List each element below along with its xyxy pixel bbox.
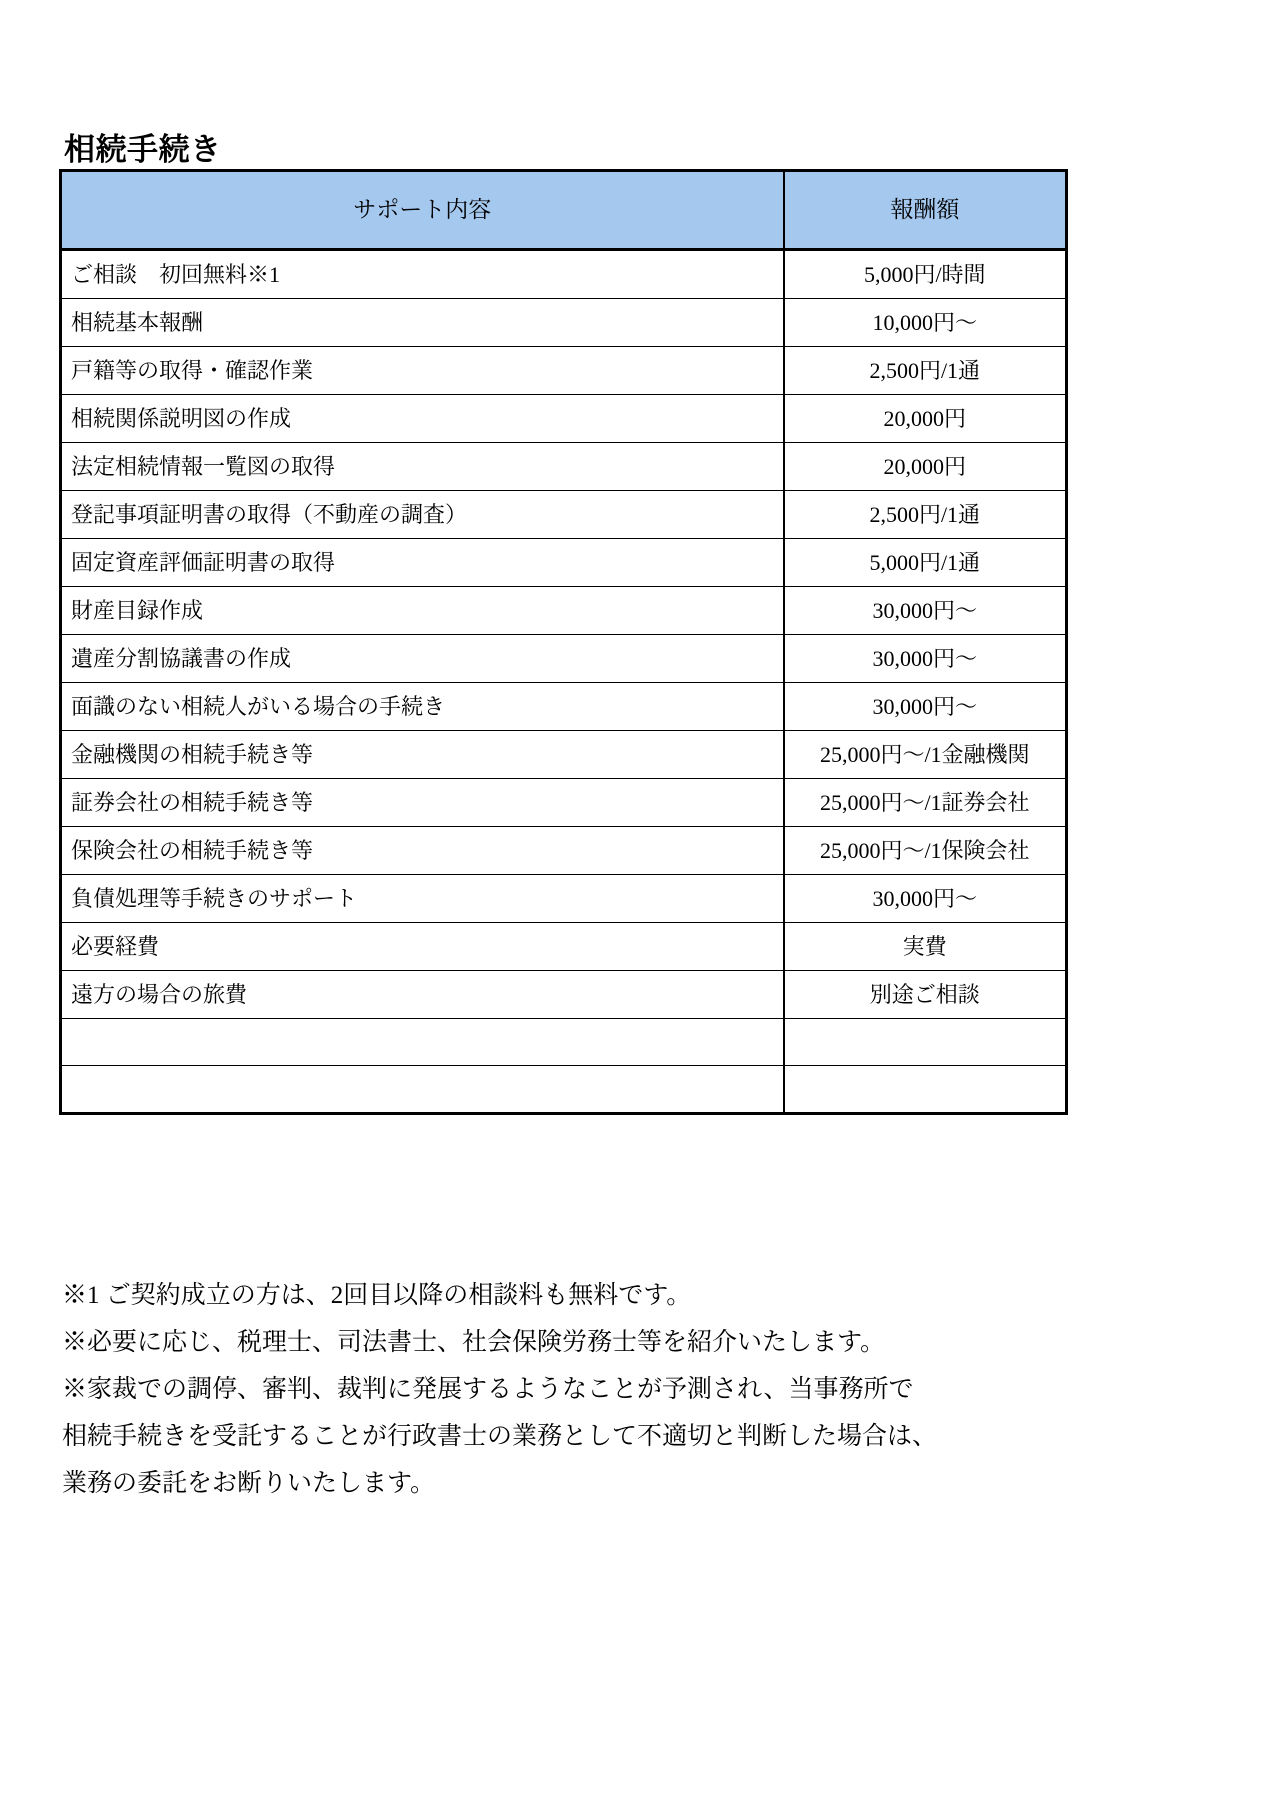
cell-fee: 2,500円/1通 bbox=[784, 491, 1067, 539]
table-row bbox=[61, 635, 1067, 683]
table-row bbox=[61, 250, 1067, 299]
fee-schedule-table bbox=[59, 169, 1068, 1115]
note-line: ※必要に応じ、税理士、司法書士、社会保険労務士等を紹介いたします。 bbox=[62, 1329, 886, 1356]
cell-fee: 2,500円/1通 bbox=[784, 347, 1067, 395]
cell-fee: 実費 bbox=[784, 923, 1067, 971]
table-header-row bbox=[61, 171, 1067, 250]
cell-service: 法定相続情報一覧図の取得 bbox=[61, 443, 784, 491]
cell-service: 相続関係説明図の作成 bbox=[61, 395, 784, 443]
cell-fee: 別途ご相談 bbox=[784, 971, 1067, 1019]
notes-section bbox=[62, 1272, 1212, 1507]
table-row bbox=[61, 443, 1067, 491]
table-row bbox=[61, 299, 1067, 347]
table-row bbox=[61, 923, 1067, 971]
note-line: 業務の委託をお断りいたします。 bbox=[62, 1470, 436, 1497]
page-title: 相続手続き bbox=[64, 131, 222, 167]
cell-fee: 5,000円/1通 bbox=[784, 539, 1067, 587]
note-line: ※家裁での調停、審判、裁判に発展するようなことが予測され、当事務所で bbox=[62, 1376, 914, 1403]
cell-service: 財産目録作成 bbox=[61, 587, 784, 635]
table-row bbox=[61, 539, 1067, 587]
cell-service: 証券会社の相続手続き等 bbox=[61, 779, 784, 827]
cell-service: 遠方の場合の旅費 bbox=[61, 971, 784, 1019]
cell-service: 保険会社の相続手続き等 bbox=[61, 827, 784, 875]
table-row bbox=[61, 875, 1067, 923]
cell-fee: 25,000円～/1証券会社 bbox=[784, 779, 1067, 827]
cell-fee bbox=[784, 1019, 1067, 1066]
cell-service: 金融機関の相続手続き等 bbox=[61, 731, 784, 779]
table-row bbox=[61, 491, 1067, 539]
cell-fee: 30,000円～ bbox=[784, 635, 1067, 683]
cell-service: 登記事項証明書の取得（不動産の調査） bbox=[61, 491, 784, 539]
table-header bbox=[61, 171, 1067, 250]
cell-fee: 20,000円 bbox=[784, 443, 1067, 491]
table-row bbox=[61, 395, 1067, 443]
table-row bbox=[61, 971, 1067, 1019]
cell-fee: 30,000円～ bbox=[784, 587, 1067, 635]
table-row bbox=[61, 731, 1067, 779]
cell-fee: 5,000円/時間 bbox=[784, 250, 1067, 299]
note-line: 相続手続きを受託することが行政書士の業務として不適切と判断した場合は、 bbox=[62, 1423, 938, 1450]
table-row bbox=[61, 1019, 1067, 1066]
cell-fee: 10,000円～ bbox=[784, 299, 1067, 347]
cell-service: 面識のない相続人がいる場合の手続き bbox=[61, 683, 784, 731]
table-row bbox=[61, 779, 1067, 827]
column-header-service: サポート内容 bbox=[61, 171, 784, 250]
cell-service: 戸籍等の取得・確認作業 bbox=[61, 347, 784, 395]
cell-service bbox=[61, 1066, 784, 1114]
note-line: ※1 ご契約成立の方は、2回目以降の相談料も無料です。 bbox=[62, 1282, 692, 1309]
cell-service: ご相談 初回無料※1 bbox=[61, 250, 784, 299]
table-body bbox=[61, 250, 1067, 1114]
cell-fee: 30,000円～ bbox=[784, 875, 1067, 923]
cell-fee: 30,000円～ bbox=[784, 683, 1067, 731]
table-row bbox=[61, 1066, 1067, 1114]
cell-service: 必要経費 bbox=[61, 923, 784, 971]
cell-service bbox=[61, 1019, 784, 1066]
table-row bbox=[61, 587, 1067, 635]
cell-fee bbox=[784, 1066, 1067, 1114]
table-row bbox=[61, 827, 1067, 875]
column-header-fee: 報酬額 bbox=[784, 171, 1067, 250]
cell-service: 負債処理等手続きのサポート bbox=[61, 875, 784, 923]
cell-service: 相続基本報酬 bbox=[61, 299, 784, 347]
cell-fee: 25,000円～/1金融機関 bbox=[784, 731, 1067, 779]
cell-fee: 25,000円～/1保険会社 bbox=[784, 827, 1067, 875]
cell-fee: 20,000円 bbox=[784, 395, 1067, 443]
cell-service: 固定資産評価証明書の取得 bbox=[61, 539, 784, 587]
table-row bbox=[61, 683, 1067, 731]
cell-service: 遺産分割協議書の作成 bbox=[61, 635, 784, 683]
table-row bbox=[61, 347, 1067, 395]
